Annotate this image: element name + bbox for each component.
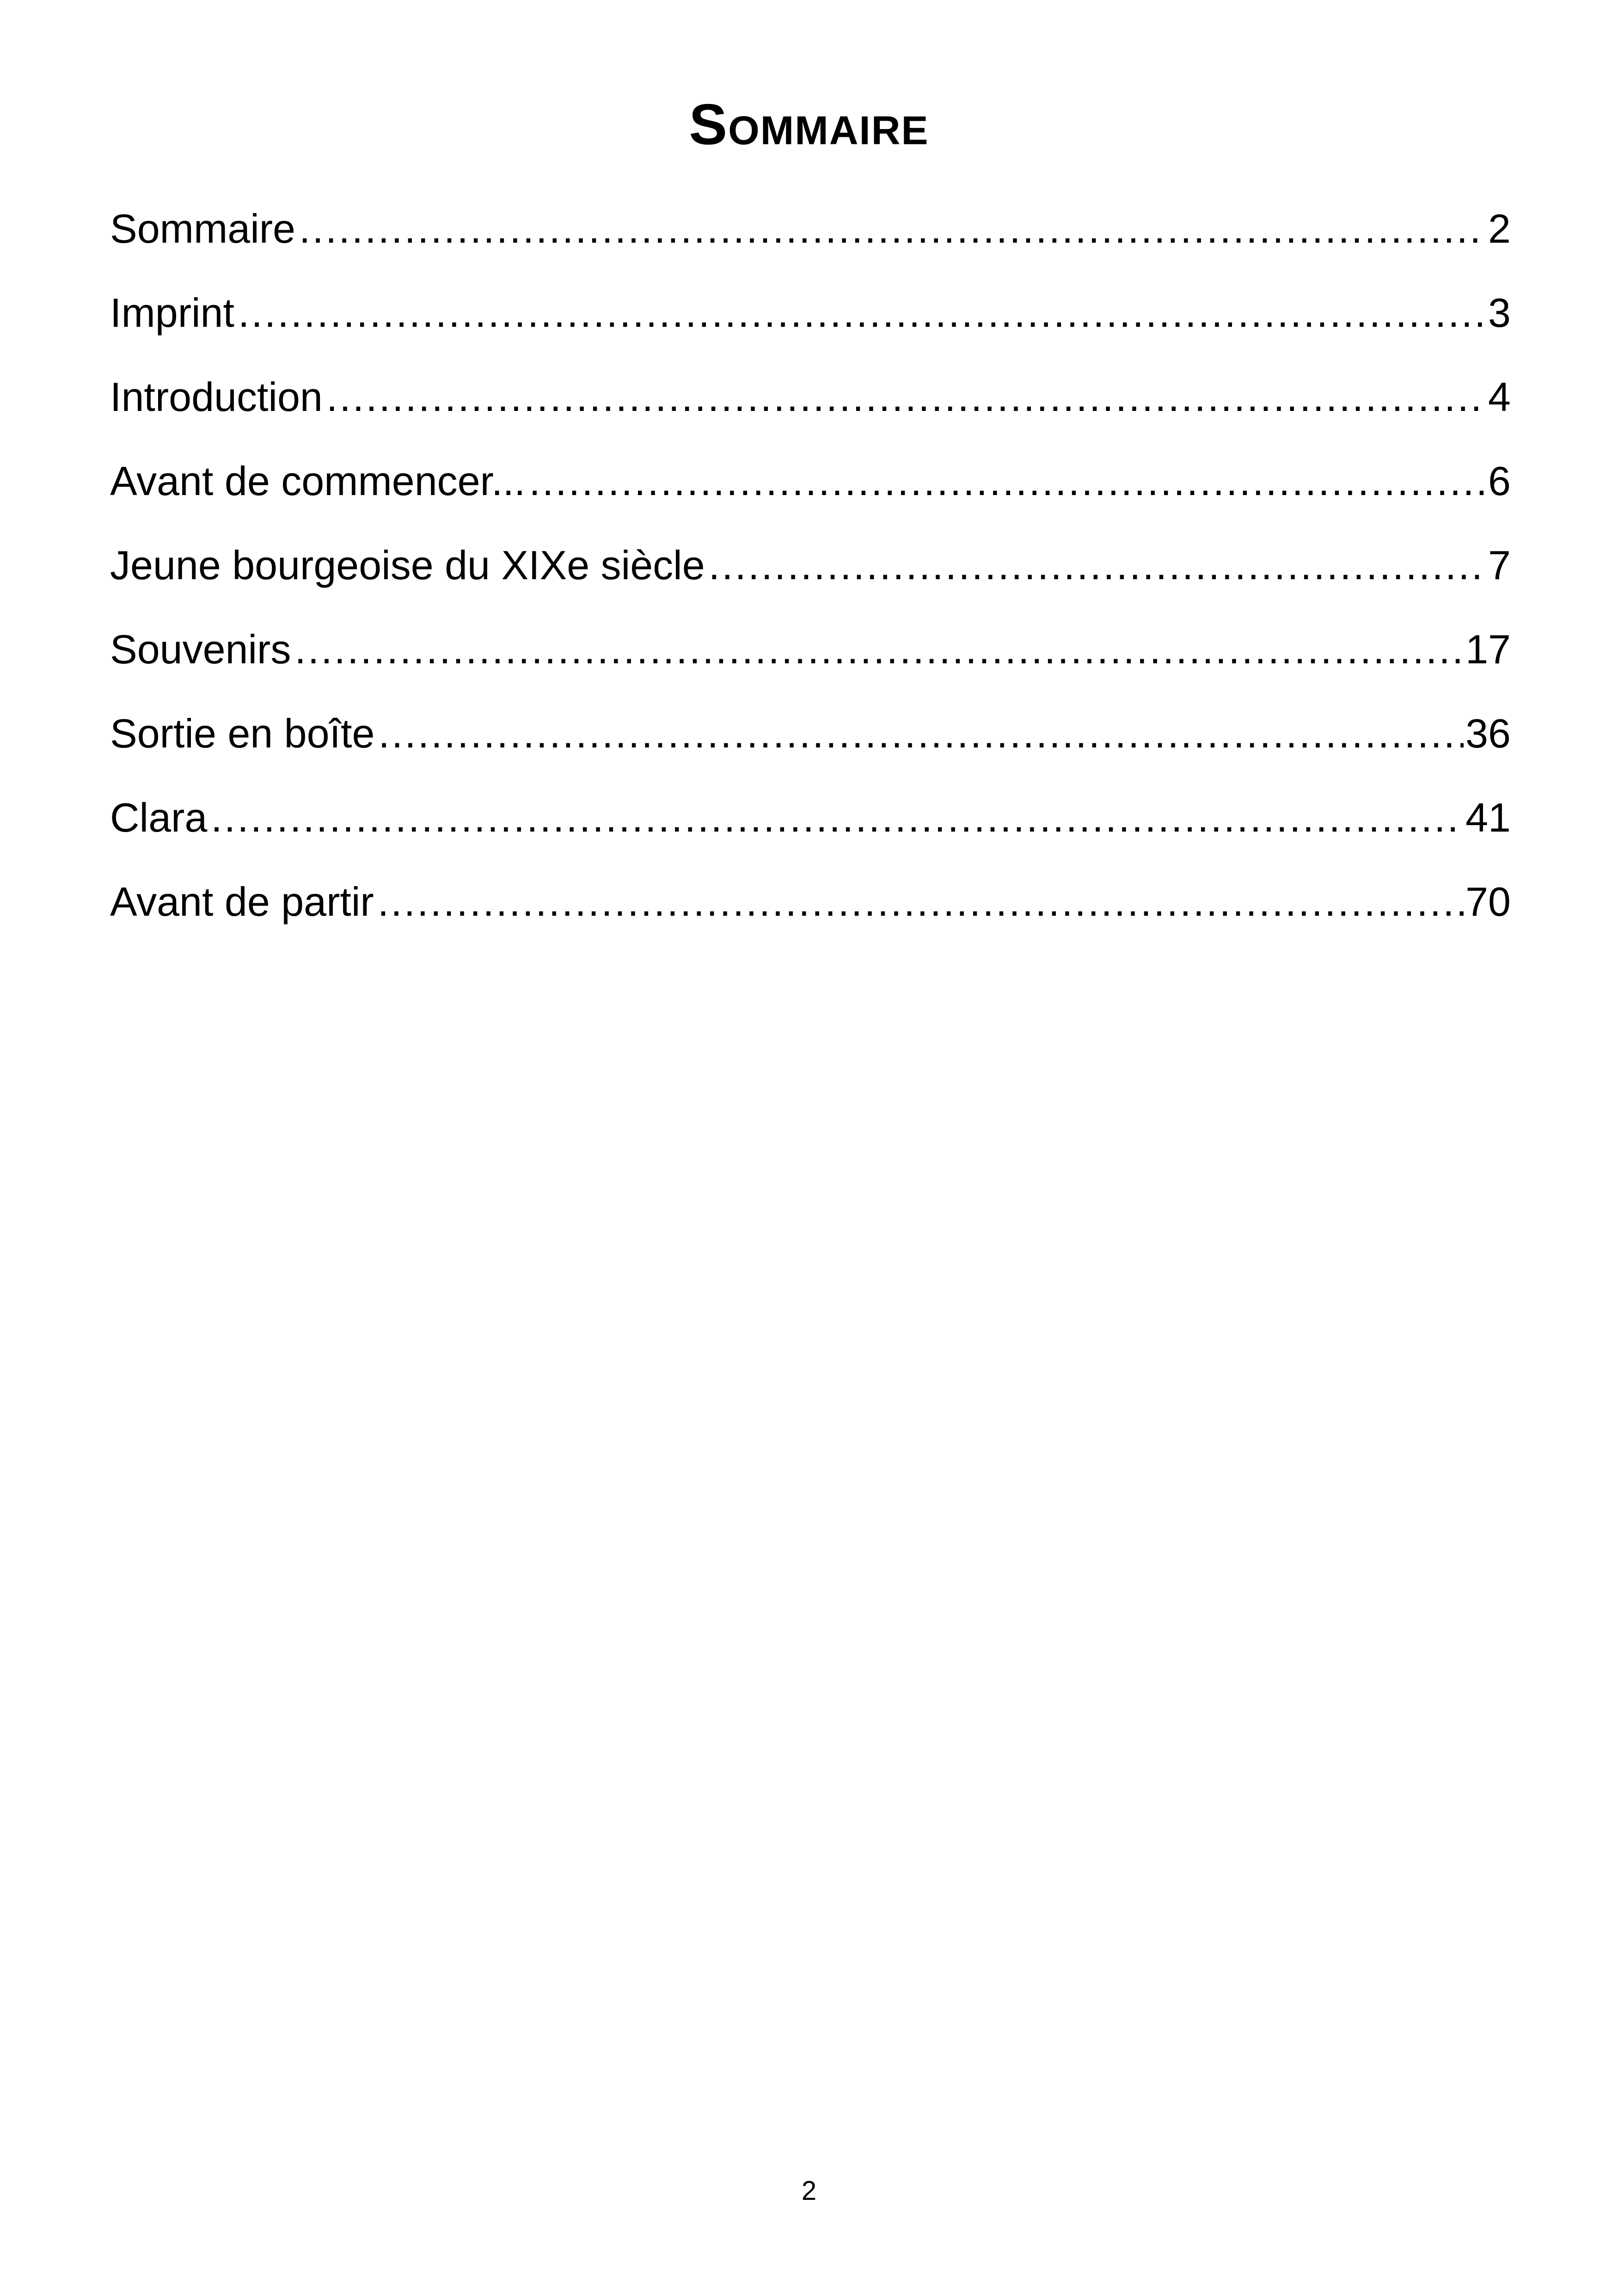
toc-entry-souvenirs[interactable]: [110, 619, 1511, 704]
toc-entry-clara[interactable]: [110, 788, 1511, 872]
toc-entry-avant-de-commencer[interactable]: [110, 451, 1511, 535]
toc-entry-page: 2: [1488, 206, 1511, 251]
toc-entry-label: Clara: [110, 795, 208, 840]
page-number: 2: [801, 2176, 817, 2206]
toc-entry-label: Jeune bourgeoise du XIXe siècle: [110, 542, 705, 588]
toc-entry-introduction[interactable]: [110, 367, 1511, 451]
toc-entry-sortie-en-boite[interactable]: [110, 704, 1511, 788]
toc-entry-page: 4: [1488, 374, 1511, 420]
toc-entry-label: Avant de partir: [110, 879, 374, 925]
toc-dot-leader: [378, 872, 1464, 932]
toc-dot-leader: [378, 704, 1464, 764]
toc-entry-imprint[interactable]: [110, 283, 1511, 367]
toc-dot-leader: [326, 367, 1486, 427]
toc-entry-page: 17: [1465, 626, 1511, 672]
toc-entry-page: 6: [1488, 458, 1511, 504]
toc-dot-leader: [299, 199, 1486, 259]
toc-entry-page: 70: [1465, 879, 1511, 925]
toc-entry-page: 7: [1488, 542, 1511, 588]
toc-entry-sommaire[interactable]: [110, 199, 1511, 283]
table-of-contents: [110, 199, 1511, 956]
toc-entry-label: Imprint: [110, 290, 234, 336]
toc-dot-leader: [709, 535, 1486, 595]
toc-entry-label: Introduction: [110, 374, 323, 420]
toc-entry-label: Sortie en boîte: [110, 710, 375, 756]
toc-dot-leader: [294, 619, 1464, 680]
toc-dot-leader: [211, 788, 1464, 848]
toc-entry-jeune-bourgeoise[interactable]: [110, 535, 1511, 619]
toc-entry-page: 3: [1488, 290, 1511, 336]
toc-entry-label: Souvenirs: [110, 626, 291, 672]
toc-entry-label: Sommaire: [110, 206, 295, 251]
toc-dot-leader: [529, 451, 1486, 511]
page-title: Sommaire: [689, 93, 929, 157]
toc-entry-label: Avant de commencer...: [110, 458, 526, 504]
toc-entry-page: 41: [1465, 795, 1511, 840]
toc-entry-page: 36: [1465, 710, 1511, 756]
toc-entry-avant-de-partir[interactable]: [110, 872, 1511, 956]
toc-dot-leader: [238, 283, 1486, 343]
